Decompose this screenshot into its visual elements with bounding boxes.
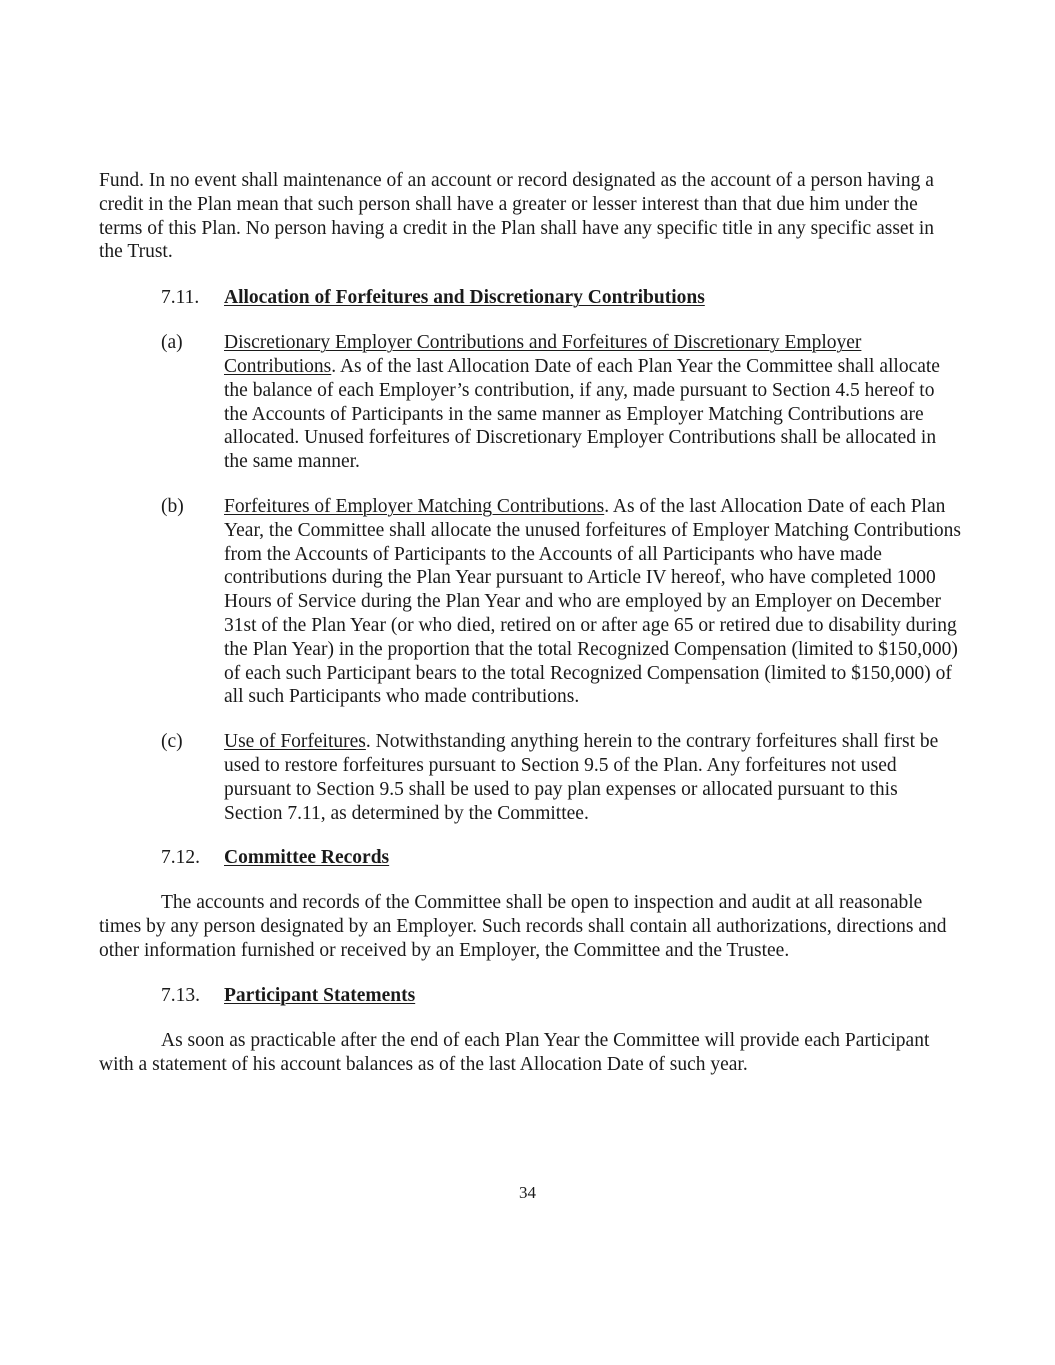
continued-paragraph: Fund. In no event shall maintenance of an account or record designated as the account of a person having a credit in the Plan mean that such person shall have a greater or lesser interest than that due him under the terms of this Plan. No person having a credit in the Plan shall have any specific title in any specific asset in the Trust.: [99, 170, 935, 263]
subsection-label: (c): [161, 731, 183, 753]
subsection-a: [99, 331, 961, 474]
subsection-c: [99, 730, 961, 825]
section-title: Committee Records: [224, 847, 390, 869]
section-title: Allocation of Forfeitures and Discretionary Contributions: [224, 287, 705, 309]
section-number: 7.11.: [161, 287, 200, 309]
section-number: 7.12.: [161, 847, 200, 869]
section-7-13-heading: [99, 984, 961, 1008]
subsection-text: [224, 495, 961, 709]
section-number: 7.13.: [161, 984, 200, 1006]
subsection-body: . Notwithstanding anything herein to the contrary forfeitures shall first be used to restore forfeitures pursuant to Section 9.5 of the Plan. Any forfeitures not used pursuant to Section 9.5 shall be used to pay plan expenses or allocated pursuant to this Section 7.11, as determined by the Committee.: [224, 731, 939, 824]
section-7-11-heading: [99, 286, 961, 310]
section-7-12-body: The accounts and records of the Committee shall be open to inspection and audit at all reasonable times by any person designated by an Employer. Such records shall contain all authorizations, directions and other information furnished or received by an Employer, the Committee and the Trustee.: [99, 892, 947, 961]
subsection-body: . As of the last Allocation Date of each Plan Year the Committee shall allocate the balance of each Employer’s contribution, if any, made pursuant to Section 4.5 hereof to the Accounts of Participants in the same manner as Employer Matching Contributions are allocated. Unused forfeitures of Discretionary Employer Contributions shall be allocated in the same manner.: [224, 355, 940, 473]
document-page: [99, 169, 961, 1076]
section-title: Participant Statements: [224, 984, 416, 1006]
section-7-12-heading: [99, 846, 961, 870]
subsection-body: . As of the last Allocation Date of each Plan Year, the Committee shall allocate the unused forfeitures of Employer Matching Contributions from the Accounts of Participants to the Accounts of all Participants who have made contributions during the Plan Year pursuant to Article IV hereof, who have completed 1000 Hours of Service during the Plan Year and who are employed by an Employer on December 31st of the Plan Year (or who died, retired on or after age 65 or retired due to disability during the Plan Year) in the proportion that the total Recognized Compensation (limited to $150,000) of each such Participant bears to the total Recognized Compensation (limited to $150,000) of all such Participants who made contributions.: [224, 495, 961, 708]
subsection-heading: Discretionary Employer Contributions and Forfeitures of Discretionary Employer Contributions: [224, 332, 862, 377]
subsection-heading: Use of Forfeitures: [224, 731, 366, 753]
subsection-label: (b): [161, 495, 184, 517]
subsection-text: [224, 730, 961, 825]
subsection-b: [99, 495, 961, 709]
subsection-heading: Forfeitures of Employer Matching Contributions: [224, 495, 605, 517]
page-number: 34: [519, 1183, 536, 1202]
subsection-text: [224, 331, 961, 474]
subsection-label: (a): [161, 332, 183, 354]
section-7-13-body: As soon as practicable after the end of each Plan Year the Committee will provide each Participant with a statement of his account balances as of the last Allocation Date of such year.: [99, 1029, 930, 1075]
